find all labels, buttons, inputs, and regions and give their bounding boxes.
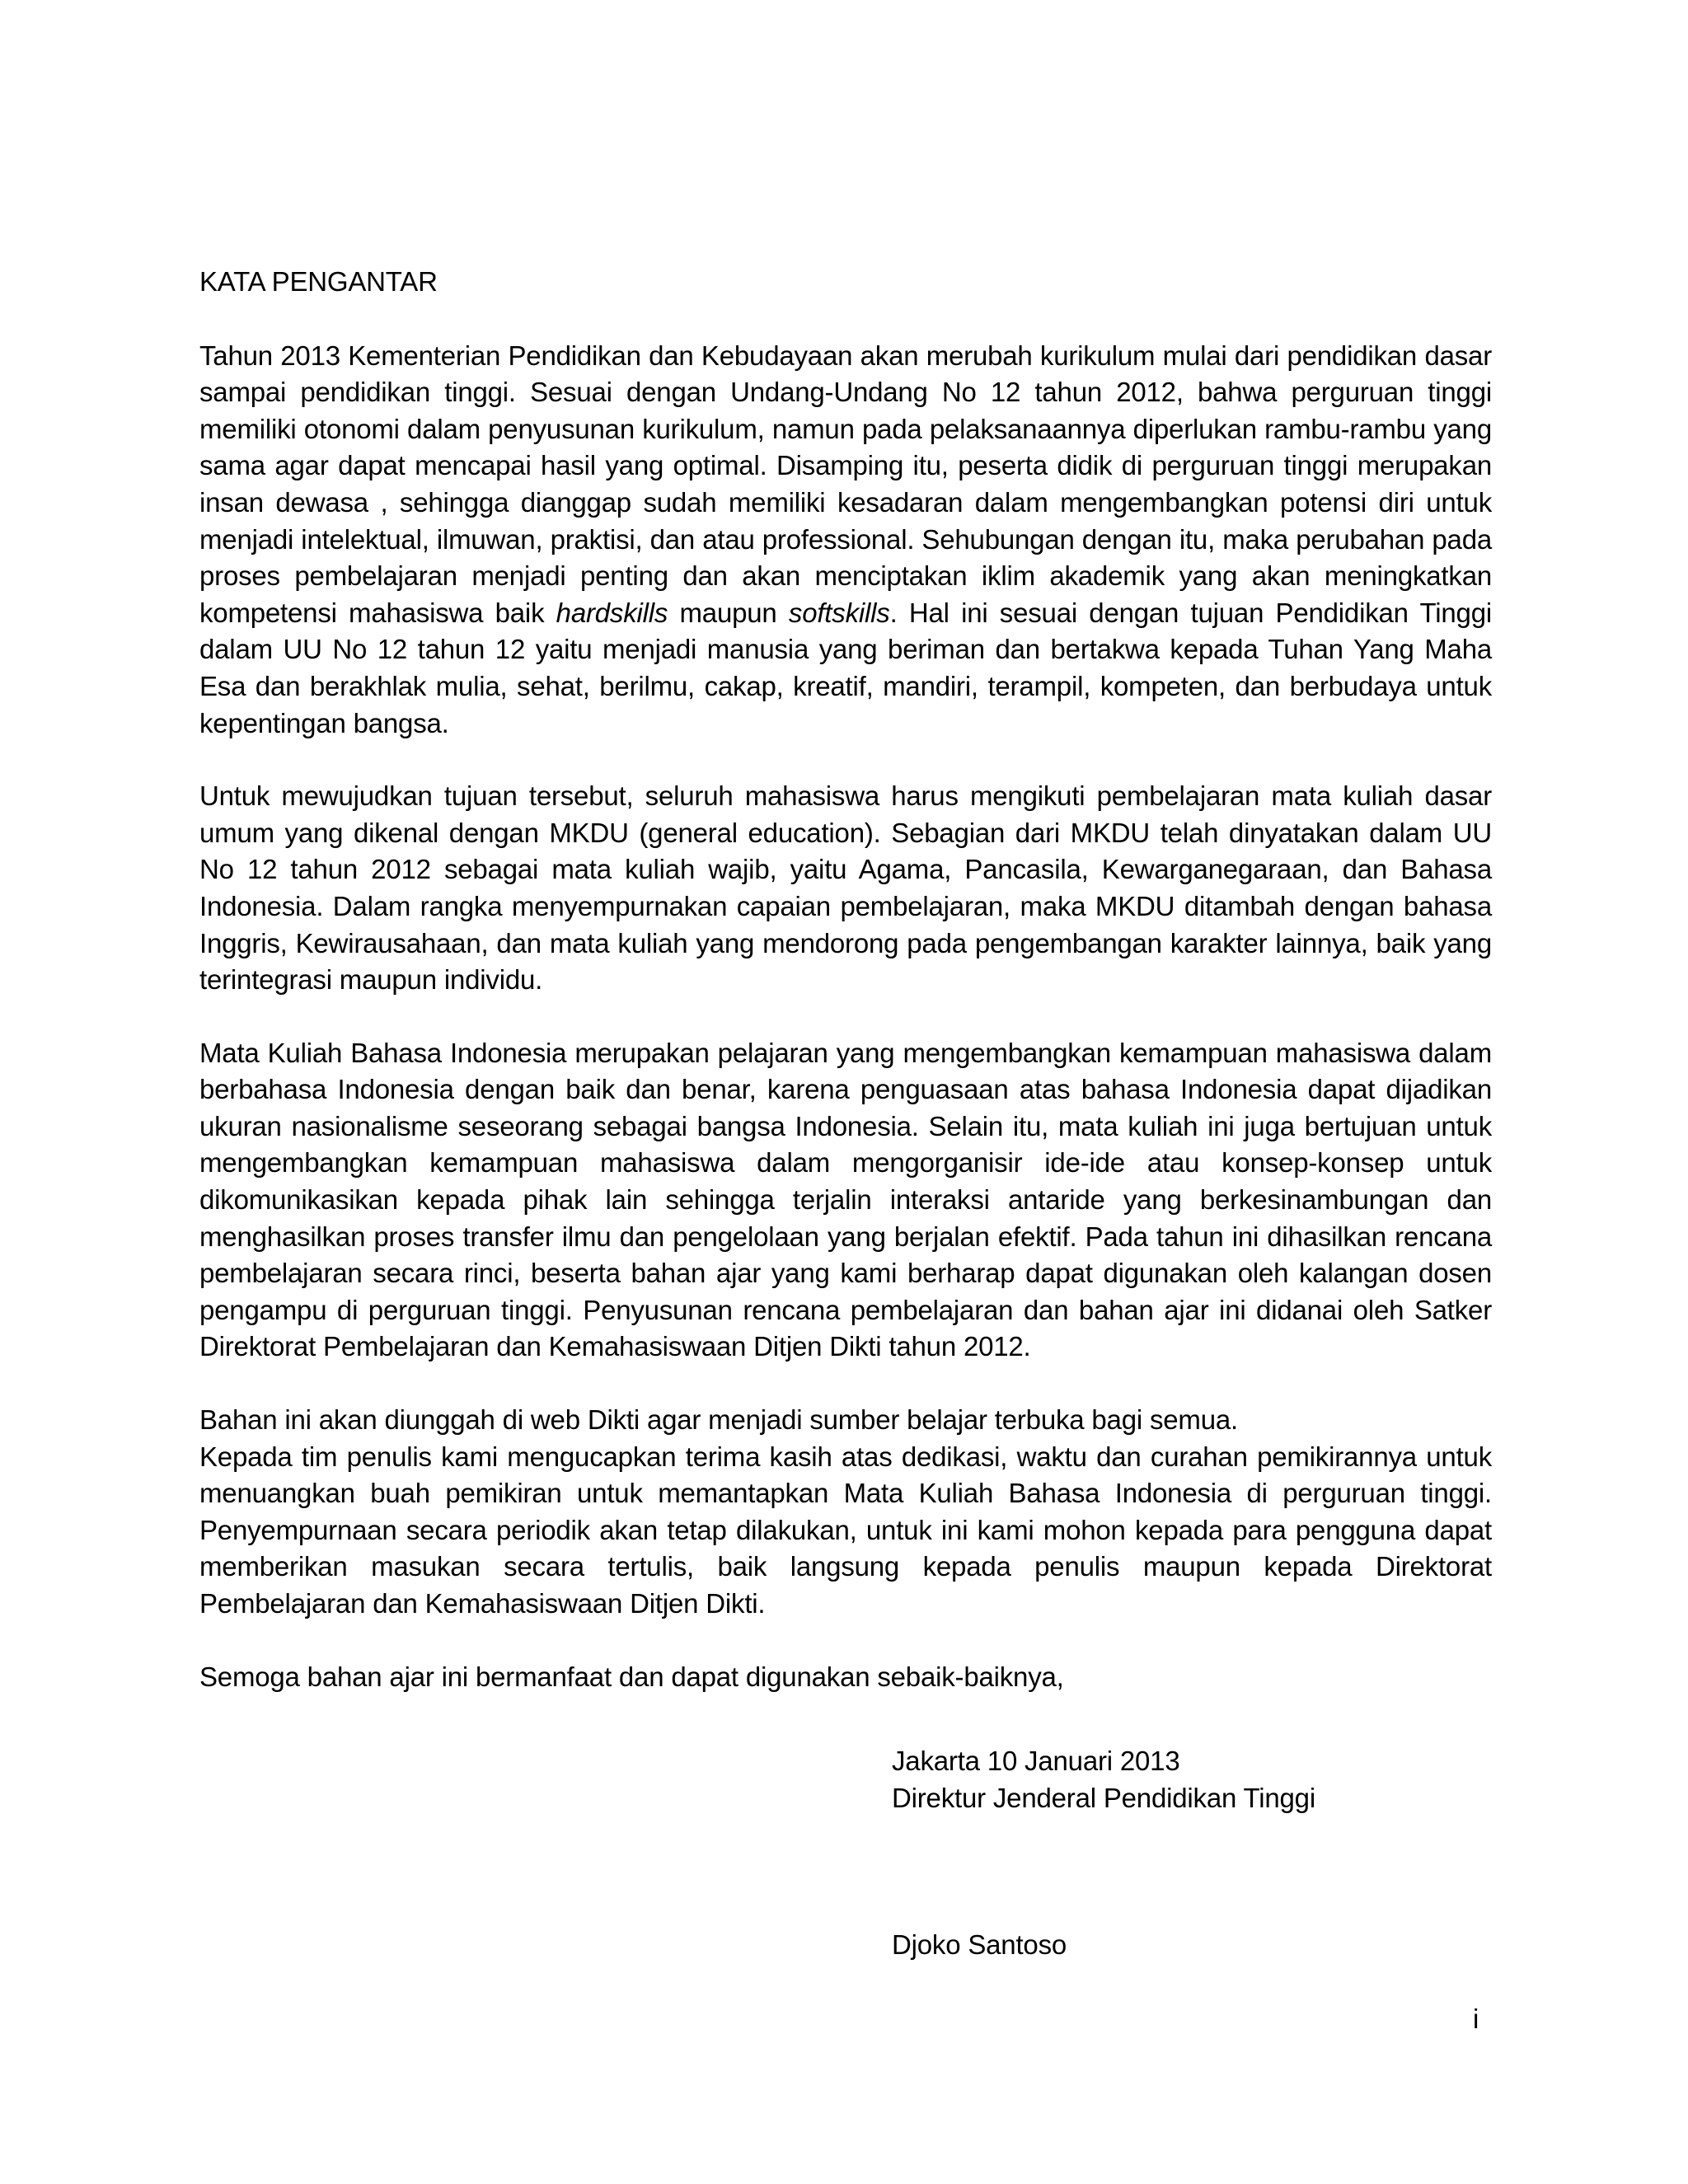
term-hardskills: hardskills xyxy=(556,597,668,628)
signatory-name: Djoko Santoso xyxy=(892,1929,1067,1960)
signature-position: Direktur Jenderal Pendidikan Tinggi xyxy=(892,1782,1315,1813)
page-number: i xyxy=(1473,2004,1479,2034)
paragraph-acknowledgement: Kepada tim penulis kami mengucapkan terima kasih atas dedikasi, waktu dan curahan pemikirannya untuk menuangkan buah pemikiran untuk memantapkan Mata Kuliah Bahasa Indonesia di perguruan tinggi. Penyempurnaan secara periodik akan tetap dilakukan, untuk ini kami mohon kepada para pengguna dapat memberikan masukan secara tertulis, baik langsung kepada penulis maupun kepada Direktorat Pembelajaran dan Kemahasiswaan Ditjen Dikti. xyxy=(199,1441,1492,1619)
paragraph-curriculum-text-2: maupun xyxy=(668,597,789,628)
paragraph-curriculum xyxy=(199,338,1492,743)
signature-place-date: Jakarta 10 Januari 2013 xyxy=(892,1746,1180,1776)
paragraph-curriculum-text-1: Tahun 2013 Kementerian Pendidikan dan Kebudayaan akan merubah kurikulum mulai dari pendidikan dasar sampai pendidikan tinggi. Sesuai dengan Undang-Undang No 12 tahun 2012, bahwa perguruan tinggi memiliki otonomi dalam penyusunan kurikulum, namun pada pelaksanaannya diperlukan rambu-rambu yang sama agar dapat mencapai hasil yang optimal. Disamping itu, peserta didik di perguruan tinggi merupakan insan dewasa , sehingga dianggap sudah memiliki kesadaran dalam mengembangkan potensi diri untuk menjadi intelektual, ilmuwan, praktisi, dan atau professional. Sehubungan dengan itu, maka perubahan pada proses pembelajaran menjadi penting dan akan menciptakan iklim akademik yang akan meningkatkan kompetensi mahasiswa baik xyxy=(199,340,1492,628)
paragraph-mkdu: Untuk mewujudkan tujuan tersebut, seluruh mahasiswa harus mengikuti pembelajaran mata kuliah dasar umum yang dikenal dengan MKDU (general education). Sebagian dari MKDU telah dinyatakan dalam UU No 12 tahun 2012 sebagai mata kuliah wajib, yaitu Agama, Pancasila, Kewarganegaraan, dan Bahasa Indonesia. Dalam rangka menyempurnakan capaian pembelajaran, maka MKDU ditambah dengan bahasa Inggris, Kewirausahaan, dan mata kuliah yang mendorong pada pengembangan karakter lainnya, baik yang terintegrasi maupun individu. xyxy=(199,780,1492,996)
document-title: KATA PENGANTAR xyxy=(199,266,438,297)
document-body xyxy=(199,264,1492,1695)
paragraph-curriculum-text-3: . Hal ini sesuai dengan tujuan Pendidikan Tinggi dalam UU No 12 tahun 12 yaitu menjadi manusia yang beriman dan bertakwa kepada Tuhan Yang Maha Esa dan berakhlak mulia, sehat, berilmu, cakap, kreatif, mandiri, terampil, kompeten, dan berbudaya untuk kepentingan bangsa. xyxy=(199,597,1492,738)
paragraph-bahasa-indonesia: Mata Kuliah Bahasa Indonesia merupakan pelajaran yang mengembangkan kemampuan mahasiswa dalam berbahasa Indonesia dengan baik dan benar, karena penguasaan atas bahasa Indonesia dapat dijadikan ukuran nasionalisme seseorang sebagai bangsa Indonesia. Selain itu, mata kuliah ini juga bertujuan untuk mengembangkan kemampuan mahasiswa dalam mengorganisir ide-ide atau konsep-konsep untuk dikomunikasikan kepada pihak lain sehingga terjalin interaksi antaride yang berkesinambungan dan menghasilkan proses transfer ilmu dan pengelolaan yang berjalan efektif. Pada tahun ini dihasilkan rencana pembelajaran secara rinci, beserta bahan ajar yang kami berharap dapat digunakan oleh kalangan dosen pengampu di perguruan tinggi. Penyusunan rencana pembelajaran dan bahan ajar ini didanai oleh Satker Direktorat Pembelajaran dan Kemahasiswaan Ditjen Dikti tahun 2012. xyxy=(199,1037,1492,1362)
paragraph-web-dikti: Bahan ini akan diunggah di web Dikti agar menjadi sumber belajar terbuka bagi semua. xyxy=(199,1404,1238,1436)
signature-block xyxy=(892,1743,1315,1816)
closing-remark: Semoga bahan ajar ini bermanfaat dan dapat digunakan sebaik-baiknya, xyxy=(199,1661,1064,1692)
term-softskills: softskills xyxy=(788,597,890,628)
